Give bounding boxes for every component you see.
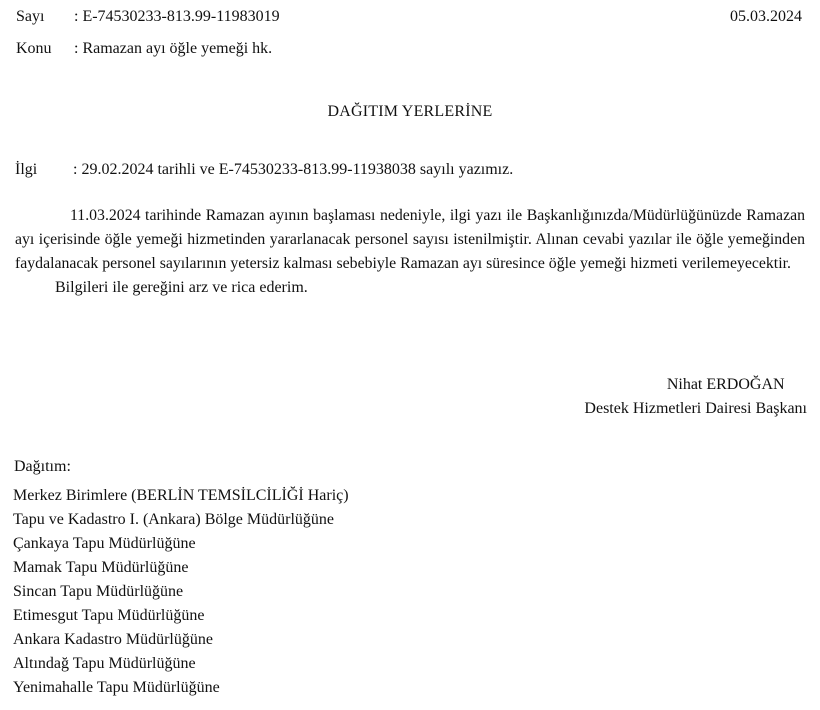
konu-row xyxy=(16,37,272,60)
konu-value: : Ramazan ayı öğle yemeği hk. xyxy=(74,40,273,57)
signatory-name: Nihat ERDOĞAN xyxy=(666,376,785,393)
distribution-label: Dağıtım: xyxy=(14,458,71,475)
konu-label: Konu xyxy=(16,40,52,57)
signatory-title: Destek Hizmetleri Dairesi Başkanı xyxy=(584,400,807,417)
document-title: DAĞITIM YERLERİNE xyxy=(327,103,493,120)
distribution-item: Ankara Kadastro Müdürlüğüne xyxy=(13,631,213,648)
distribution-item: Tapu ve Kadastro I. (Ankara) Bölge Müdürlüğüne xyxy=(13,511,335,528)
distribution-item: Merkez Birimlere (BERLİN TEMSİLCİLİĞİ Hariç) xyxy=(13,487,349,504)
sayi-value: : E-74530233-813.99-11983019 xyxy=(74,8,280,25)
distribution-item: Çankaya Tapu Müdürlüğüne xyxy=(13,535,196,552)
distribution-item: Etimesgut Tapu Müdürlüğüne xyxy=(13,607,205,624)
body-paragraph-1: 11.03.2024 tarihinde Ramazan ayının başlaması nedeniyle, ilgi yazı ile Başkanlığınızda/Müdürlüğünüzde Ramazan ayı içerisinde öğle yemeği hizmetinden yararlanacak personel sayısı istenilmiştir. Alınan cevabi yazılar ile öğle yemeğinden faydalanacak personel sayılarının yetersiz kalması sebebiyle Ramazan ayı süresince öğle yemeği hizmeti verilemeyecektir. xyxy=(15,207,805,272)
distribution-list xyxy=(13,484,349,700)
distribution-item: Altındağ Tapu Müdürlüğüne xyxy=(13,655,196,672)
signature-block xyxy=(584,373,807,421)
reference-label: İlgi xyxy=(15,161,38,178)
letter-body xyxy=(15,204,805,300)
reference-value: : 29.02.2024 tarihli ve E-74530233-813.99-11938038 sayılı yazımız. xyxy=(73,161,514,178)
document-date: 05.03.2024 xyxy=(730,8,802,25)
sayi-row xyxy=(16,5,280,28)
body-paragraph-2: Bilgileri ile gereğini arz ve rica ederim. xyxy=(55,279,308,296)
distribution-item: Mamak Tapu Müdürlüğüne xyxy=(13,559,189,576)
reference-row xyxy=(15,158,513,181)
sayi-label: Sayı xyxy=(16,8,45,25)
distribution-item: Sincan Tapu Müdürlüğüne xyxy=(13,583,184,600)
distribution-item: Yenimahalle Tapu Müdürlüğüne xyxy=(13,679,220,696)
